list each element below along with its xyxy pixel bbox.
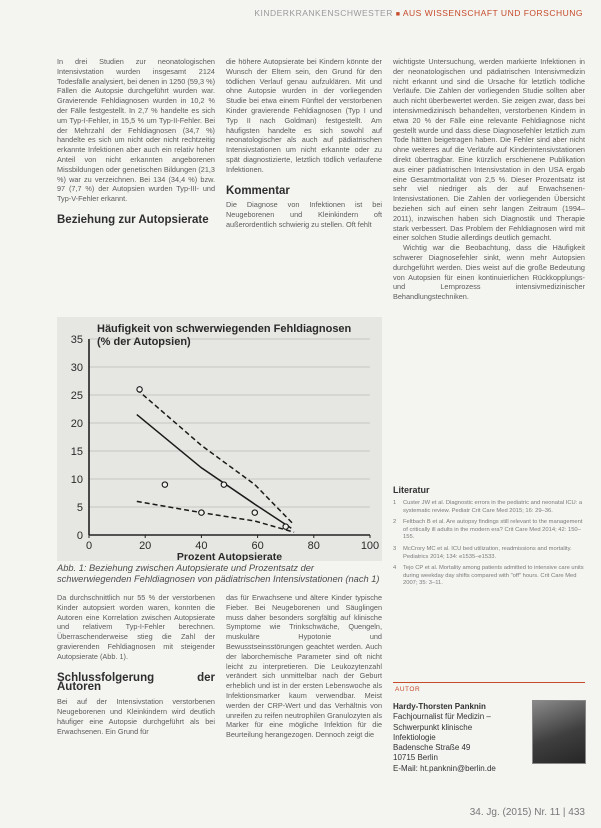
author-role: Fachjournalist für Medizin – [393, 712, 491, 722]
author-photo [532, 700, 586, 764]
paragraph: Bei auf der Intensivstation verstorbenen Neugeborenen und Kleinkindern wird deutlich häufiger eine Autopsie durchgeführt als bei Erwachsenen. Ein Grund für [57, 697, 215, 736]
y-tick-label: 20 [70, 418, 83, 430]
literature-item: 4 Tejo CP et al. Mortality among patients admitted to intensive care units during weekday day shifts compared with "off" hours. Crit Care Med 2007; 35: 3–11. [393, 565, 584, 587]
paragraph: Die Diagnose von Infektionen ist bei Neugeborenen und Kleinkindern oft außerordentlich schwierig zu stellen. Oft fehlt [226, 200, 382, 229]
data-point [137, 387, 142, 392]
author-name: Hardy-Thorsten Panknin [393, 702, 486, 711]
figure-chart [57, 317, 382, 561]
regression-line [137, 415, 291, 529]
author-role: Infektiologie [393, 732, 436, 742]
x-tick-label: 100 [360, 540, 380, 552]
author-role: Schwerpunkt klinische [393, 722, 473, 732]
author-street: Badensche Straße 49 [393, 743, 471, 753]
data-point [199, 510, 204, 515]
header-section: AUS WISSENSCHAFT UND FORSCHUNG [402, 8, 583, 18]
literature-list [393, 500, 585, 592]
x-tick-label: 0 [85, 540, 93, 552]
literature-item: 2 Feltbach B et al. Are autopsy findings still relevant to the management of critically ill adults in the modern era? Crit Care Med 2014; 42: 150–155. [393, 519, 583, 541]
literature-item: 3 McCrory MC et al. ICU bed utilization, readmissions and mortality. Pediatrics 2014; 134: e1535–e1533. [393, 545, 572, 560]
x-tick-label: 20 [139, 540, 152, 552]
confidence-upper-line [137, 389, 294, 525]
y-tick-label: 30 [70, 362, 83, 374]
y-tick-label: 5 [76, 502, 83, 514]
running-header [254, 8, 583, 18]
section-heading: Kommentar [226, 184, 290, 197]
figure-caption: Abb. 1: Beziehung zwischen Autopsierate und Prozentsatz der schwerwiegenden Fehldiagnosen von pädiatrischen Intensivstationen (nach 1) [57, 563, 380, 584]
literature-heading: Literatur [393, 485, 430, 495]
data-point [162, 482, 167, 487]
header-marker: ■ [395, 11, 401, 18]
author-box [393, 702, 533, 774]
data-point [252, 510, 257, 515]
column-bottom-left [57, 593, 215, 736]
confidence-lower-line [137, 501, 294, 532]
author-tag: AUTOR [393, 682, 585, 695]
x-tick-label: 40 [195, 540, 208, 552]
x-tick-label: 60 [251, 540, 264, 552]
data-point [221, 482, 226, 487]
header-category: KINDERKRANKENSCHWESTER [254, 8, 393, 18]
author-email[interactable]: E-Mail: ht.panknin@berlin.de [393, 763, 496, 773]
column-bottom-middle [226, 593, 382, 740]
chart-svg [57, 317, 382, 561]
literature-item: 1 Custer JW et al. Diagnostic errors in the pediatric and neonatal ICU: a systematic review. Pediatr Crit Care Med 2015; 16: 29–36. [393, 500, 583, 514]
paragraph: wichtigste Untersuchung, werden markierte Infektionen in der neonatologischen und pädiatrischen Intensivmedizin nicht erkannt und sind die Ursache für letztlich tödliche Verläufe. Die Zahlen der vorliegenden Studie sollten aber auch nicht überbewertet werden. Sie zeigen zwar, dass bei intensivmedizinisch behandelten, verstorbenen Kindern in etwa 20 % der Fälle eine relevante Fehldiagnose nicht gestellt wurde und dass diese Diagnosefehler letztlich zum Tode hätten beigetragen haben. Die Fehler sind aber nicht ohne weiteres auf die Verläufe auf Kinderintensivstationen direkt übertragbar. Eine kürzlich erschienene Publikation aus einer pädiatrischen Intensivstation in den USA ergab eine Gesamtmortalität von 2,5 %. Dieser Prozentsatz ist sehr viel niedriger als der auf Erwachsenen-Intensivstationen. Die Zahlen der vorliegenden Übersicht beziehen sich auf einen sehr langen Zeitraum (1994–2011), inzwischen haben sich Diagnostik und Therapie stark verbessert. Das Problem der Fehldiagnosen wird mit einer solchen Studie allerdings deutlich gemacht. [393, 57, 585, 243]
column-left [57, 57, 215, 226]
chart-title: Häufigkeit von schwerwiegenden Fehldiagnosen [97, 323, 352, 335]
x-tick-label: 80 [307, 540, 320, 552]
y-tick-label: 15 [70, 446, 83, 458]
x-axis-label: Prozent Autopsierate [176, 551, 283, 561]
y-tick-label: 0 [76, 530, 83, 542]
page-footer: 34. Jg. (2015) Nr. 11 | 433 [469, 807, 585, 818]
data-point [283, 524, 288, 529]
chart-subtitle: (% der Autopsien) [97, 336, 191, 348]
paragraph: Da durchschnittlich nur 55 % der verstorbenen Kinder autopsiert worden waren, konnten die Autoren eine Korrelation zwischen Autopsierate und relativem Typ-I-Fehler berechnen. Überraschenderweise stieg die Zahl der gravierenden Fehldiagnosen mit steigender Autopsierate (Abb. 1). [57, 593, 215, 661]
column-middle [226, 57, 382, 230]
y-tick-label: 25 [70, 390, 83, 402]
section-heading: Schlussfolgerung der Autoren [57, 671, 215, 694]
section-heading: Beziehung zur Autopsierate [57, 213, 209, 226]
column-right [393, 57, 585, 477]
y-tick-label: 10 [70, 474, 83, 486]
y-tick-label: 35 [70, 334, 83, 346]
paragraph: In drei Studien zur neonatologischen Intensivstation wurden insgesamt 2124 Todesfälle analysiert, bei denen in 1250 (59,3 %) Fällen die Autopsie durchgeführt wurden war. Gravierende Fehldiagnosen wurden in 10,2 % der Fälle festgestellt. In 2,7 % handelte es sich um Typ-I-Fehler, in 15,5 % um Typ-II-Fehler. Bei der Mehrzahl der Fehldiagnosen (34,7 %) handelte es sich um nicht oder nicht rechtzeitig erkannte Infektionen aber auch ein relativ hoher Anteil von nicht erkannten angeborenen Missbildungen oder genetischen Bildungen (21,3 %) war zu verzeichnen. Bei 134 (34,4 %) bzw. 97 (7,7 %) der Autopsien wurden Typ-III- und Typ-V-Fehler erkannt. [57, 57, 215, 204]
author-city: 10715 Berlin [393, 753, 438, 763]
paragraph: das für Erwachsene und ältere Kinder typische Fieber. Bei Neugeborenen und Säuglingen muss daher besonders sorgfältig auf klinische Symptome wie Trinkschwäche, Quengeln, muskuläre Hypotonie und Bewusstseinsstörungen geachtet werden. Auch der laborchemische Parameter sind oft nicht leicht zu interpretieren. Die Leukozytenzahl verändert sich unmittelbar nach der Geburt erheblich und ist in der ersten Lebenswoche als Infektionsmarker kaum verwendbar. Meist werden der CRP-Wert und das Verhältnis von unreifen zu reifen neutrophilen Granulozyten als Marker für eine mögliche Infektion für die Beurteilung herangezogen. Dennoch zeigt die [226, 593, 382, 740]
paragraph: Wichtig war die Beobachtung, dass die Häufigkeit schwerer Diagnosefehler sinkt, wenn mehr Autopsien durchgeführt werden. Dies weist auf die große Bedeutung von Autopsien für einen kontinuierlichen Rückkopplungs- und Lernprozess intensivmedizinischer Behandlungstechniken. [393, 243, 585, 302]
paragraph: die höhere Autopsierate bei Kindern könnte der Wunsch der Eltern sein, den Grund für den tödlichen Verlauf genau aufzuklären. Mit und ohne Autopsie wurden in der vorliegenden Studie bei etwa einem Fünftel der verstorbenen Kinder gravierende Fehldiagnosen (Typ I und Typ II nach Goldman) festgestellt. Am häufigsten handelte es sich sowohl auf neonatologischer als auch auf pädiatrischen Intensivstationen um nicht erkannte oder zu spät diagnostizierte, letztlich tödlich verlaufene Infektionen. [226, 57, 382, 174]
